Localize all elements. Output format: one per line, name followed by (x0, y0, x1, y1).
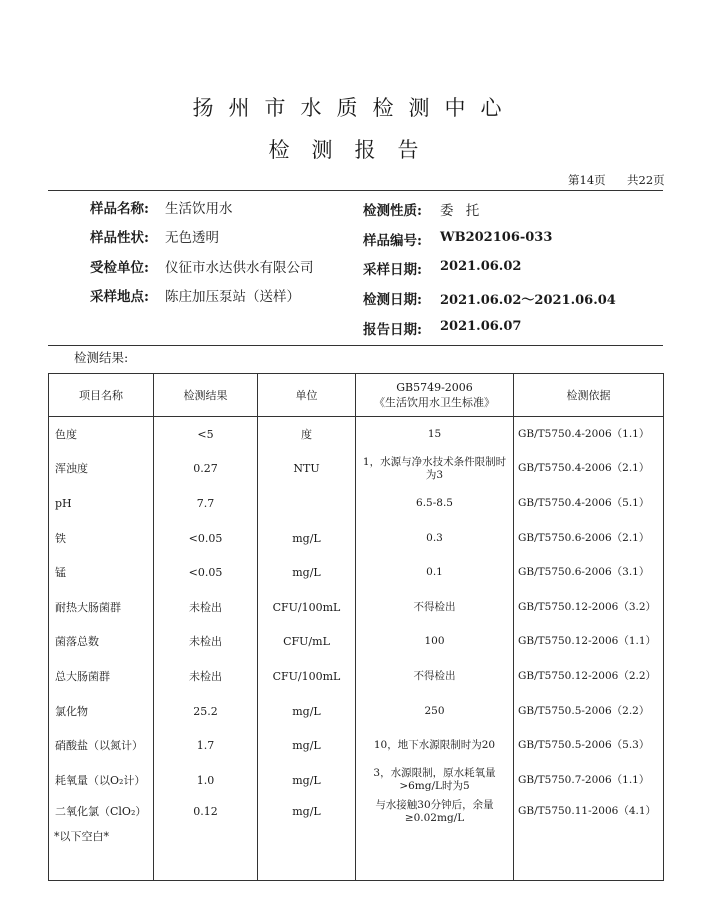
cell-standard: 与水接触30分钟后，余量≥0.02mg/L (356, 798, 514, 826)
sampling-date-value: 2021.06.02 (440, 259, 522, 274)
cell-unit: CFU/100mL (258, 659, 356, 694)
sampling-date-label: 采样日期: (363, 262, 422, 278)
blank-cell (258, 826, 356, 881)
cell-unit: mg/L (258, 694, 356, 729)
cell-unit: CFU/mL (258, 625, 356, 660)
cell-item-name: 菌落总数 (49, 625, 154, 660)
cell-basis: GB/T5750.11-2006（4.1） (514, 798, 664, 826)
table-blank-row (49, 826, 664, 881)
cell-unit: mg/L (258, 798, 356, 826)
page-number: 第14页 (568, 173, 606, 187)
cell-result: <5 (154, 417, 258, 452)
cell-item-name: 耐热大肠菌群 (49, 590, 154, 625)
cell-result: 25.2 (154, 694, 258, 729)
table-row (49, 452, 664, 487)
blank-cell (356, 826, 514, 881)
cell-basis: GB/T5750.6-2006（2.1） (514, 521, 664, 556)
standard-name: 《生活饮用水卫生标准》 (374, 395, 495, 409)
sample-state-label: 样品性状: (90, 230, 149, 246)
report-date-label: 报告日期: (363, 322, 422, 338)
sampling-site-label: 采样地点: (90, 289, 149, 305)
table-row (49, 763, 664, 798)
table-row (49, 728, 664, 763)
table-row (49, 486, 664, 521)
cell-item-name: 耗氧量（以O₂计） (49, 763, 154, 798)
table-row (49, 521, 664, 556)
cell-result: 0.27 (154, 452, 258, 487)
cell-unit: 度 (258, 417, 356, 452)
table-row (49, 694, 664, 729)
cell-basis: GB/T5750.7-2006（1.1） (514, 763, 664, 798)
cell-item-name: 铁 (49, 521, 154, 556)
cell-basis: GB/T5750.4-2006（1.1） (514, 417, 664, 452)
test-nature-value: 委 托 (440, 203, 484, 219)
cell-basis: GB/T5750.12-2006（1.1） (514, 625, 664, 660)
table-body (49, 417, 664, 881)
cell-item-name: 氯化物 (49, 694, 154, 729)
inspected-unit-value: 仪征市水达供水有限公司 (165, 260, 314, 276)
cell-result: 1.7 (154, 728, 258, 763)
sample-state-value: 无色透明 (165, 230, 219, 246)
sample-no-value: WB202106-033 (440, 230, 553, 245)
cell-basis: GB/T5750.5-2006（2.2） (514, 694, 664, 729)
cell-unit: mg/L (258, 763, 356, 798)
col-header-item: 项目名称 (49, 374, 154, 417)
cell-basis: GB/T5750.12-2006（2.2） (514, 659, 664, 694)
info-divider (48, 345, 663, 346)
table-row (49, 555, 664, 590)
blank-cell (514, 826, 664, 881)
cell-result: 未检出 (154, 659, 258, 694)
results-label: 检测结果: (74, 350, 129, 365)
cell-result: 未检出 (154, 625, 258, 660)
col-header-unit: 单位 (258, 374, 356, 417)
sample-name-label: 样品名称: (90, 201, 149, 217)
cell-standard: 不得检出 (356, 590, 514, 625)
cell-standard: 3，水源限制，原水耗氧量>6mg/L时为5 (356, 763, 514, 798)
cell-standard: 0.1 (356, 555, 514, 590)
cell-unit: mg/L (258, 555, 356, 590)
cell-result: <0.05 (154, 555, 258, 590)
cell-unit: mg/L (258, 728, 356, 763)
cell-standard: 100 (356, 625, 514, 660)
table-row (49, 659, 664, 694)
cell-basis: GB/T5750.6-2006（3.1） (514, 555, 664, 590)
cell-unit: CFU/100mL (258, 590, 356, 625)
cell-result: 未检出 (154, 590, 258, 625)
cell-basis: GB/T5750.4-2006（5.1） (514, 486, 664, 521)
sample-no-label: 样品编号: (363, 233, 422, 249)
test-nature-label: 检测性质: (363, 203, 422, 219)
cell-standard: 1，水源与净水技术条件限制时为3 (356, 452, 514, 487)
inspected-unit-label: 受检单位: (90, 260, 149, 276)
cell-basis: GB/T5750.12-2006（3.2） (514, 590, 664, 625)
table-row (49, 417, 664, 452)
cell-basis: GB/T5750.5-2006（5.3） (514, 728, 664, 763)
blank-below-note: *以下空白* (54, 830, 109, 843)
sample-name-value: 生活饮用水 (165, 201, 233, 217)
cell-result: 7.7 (154, 486, 258, 521)
sampling-site-value: 陈庄加压泵站（送样） (165, 289, 300, 305)
cell-item-name: 锰 (49, 555, 154, 590)
col-header-standard (356, 374, 514, 417)
standard-code: GB5749-2006 (396, 380, 473, 394)
cell-item-name: 二氧化氯（ClO₂） (49, 798, 154, 826)
table-row (49, 625, 664, 660)
cell-item-name: 总大肠菌群 (49, 659, 154, 694)
cell-item-name: 色度 (49, 417, 154, 452)
page-total: 共22页 (627, 173, 665, 187)
table-header-row (49, 374, 664, 417)
cell-basis: GB/T5750.4-2006（2.1） (514, 452, 664, 487)
cell-item-name: 硝酸盐（以氮计） (49, 728, 154, 763)
cell-result: <0.05 (154, 521, 258, 556)
cell-result: 0.12 (154, 798, 258, 826)
org-title: 扬州市水质检测中心 (192, 96, 517, 120)
table-row (49, 798, 664, 826)
cell-standard: 6.5-8.5 (356, 486, 514, 521)
table-row (49, 590, 664, 625)
cell-item-name: 浑浊度 (49, 452, 154, 487)
cell-result: 1.0 (154, 763, 258, 798)
col-header-result: 检测结果 (154, 374, 258, 417)
blank-cell (154, 826, 258, 881)
test-date-value: 2021.06.02～2021.06.04 (440, 293, 616, 308)
report-title: 检测报告 (268, 138, 441, 162)
col-header-basis: 检测依据 (514, 374, 664, 417)
cell-unit (258, 486, 356, 521)
cell-item-name: pH (49, 486, 154, 521)
cell-standard: 不得检出 (356, 659, 514, 694)
results-table (48, 373, 664, 881)
test-date-label: 检测日期: (363, 292, 422, 308)
cell-standard: 250 (356, 694, 514, 729)
report-date-value: 2021.06.07 (440, 319, 522, 334)
cell-standard: 15 (356, 417, 514, 452)
header-divider (48, 190, 663, 191)
cell-unit: mg/L (258, 521, 356, 556)
cell-standard: 10，地下水源限制时为20 (356, 728, 514, 763)
cell-unit: NTU (258, 452, 356, 487)
cell-standard: 0.3 (356, 521, 514, 556)
